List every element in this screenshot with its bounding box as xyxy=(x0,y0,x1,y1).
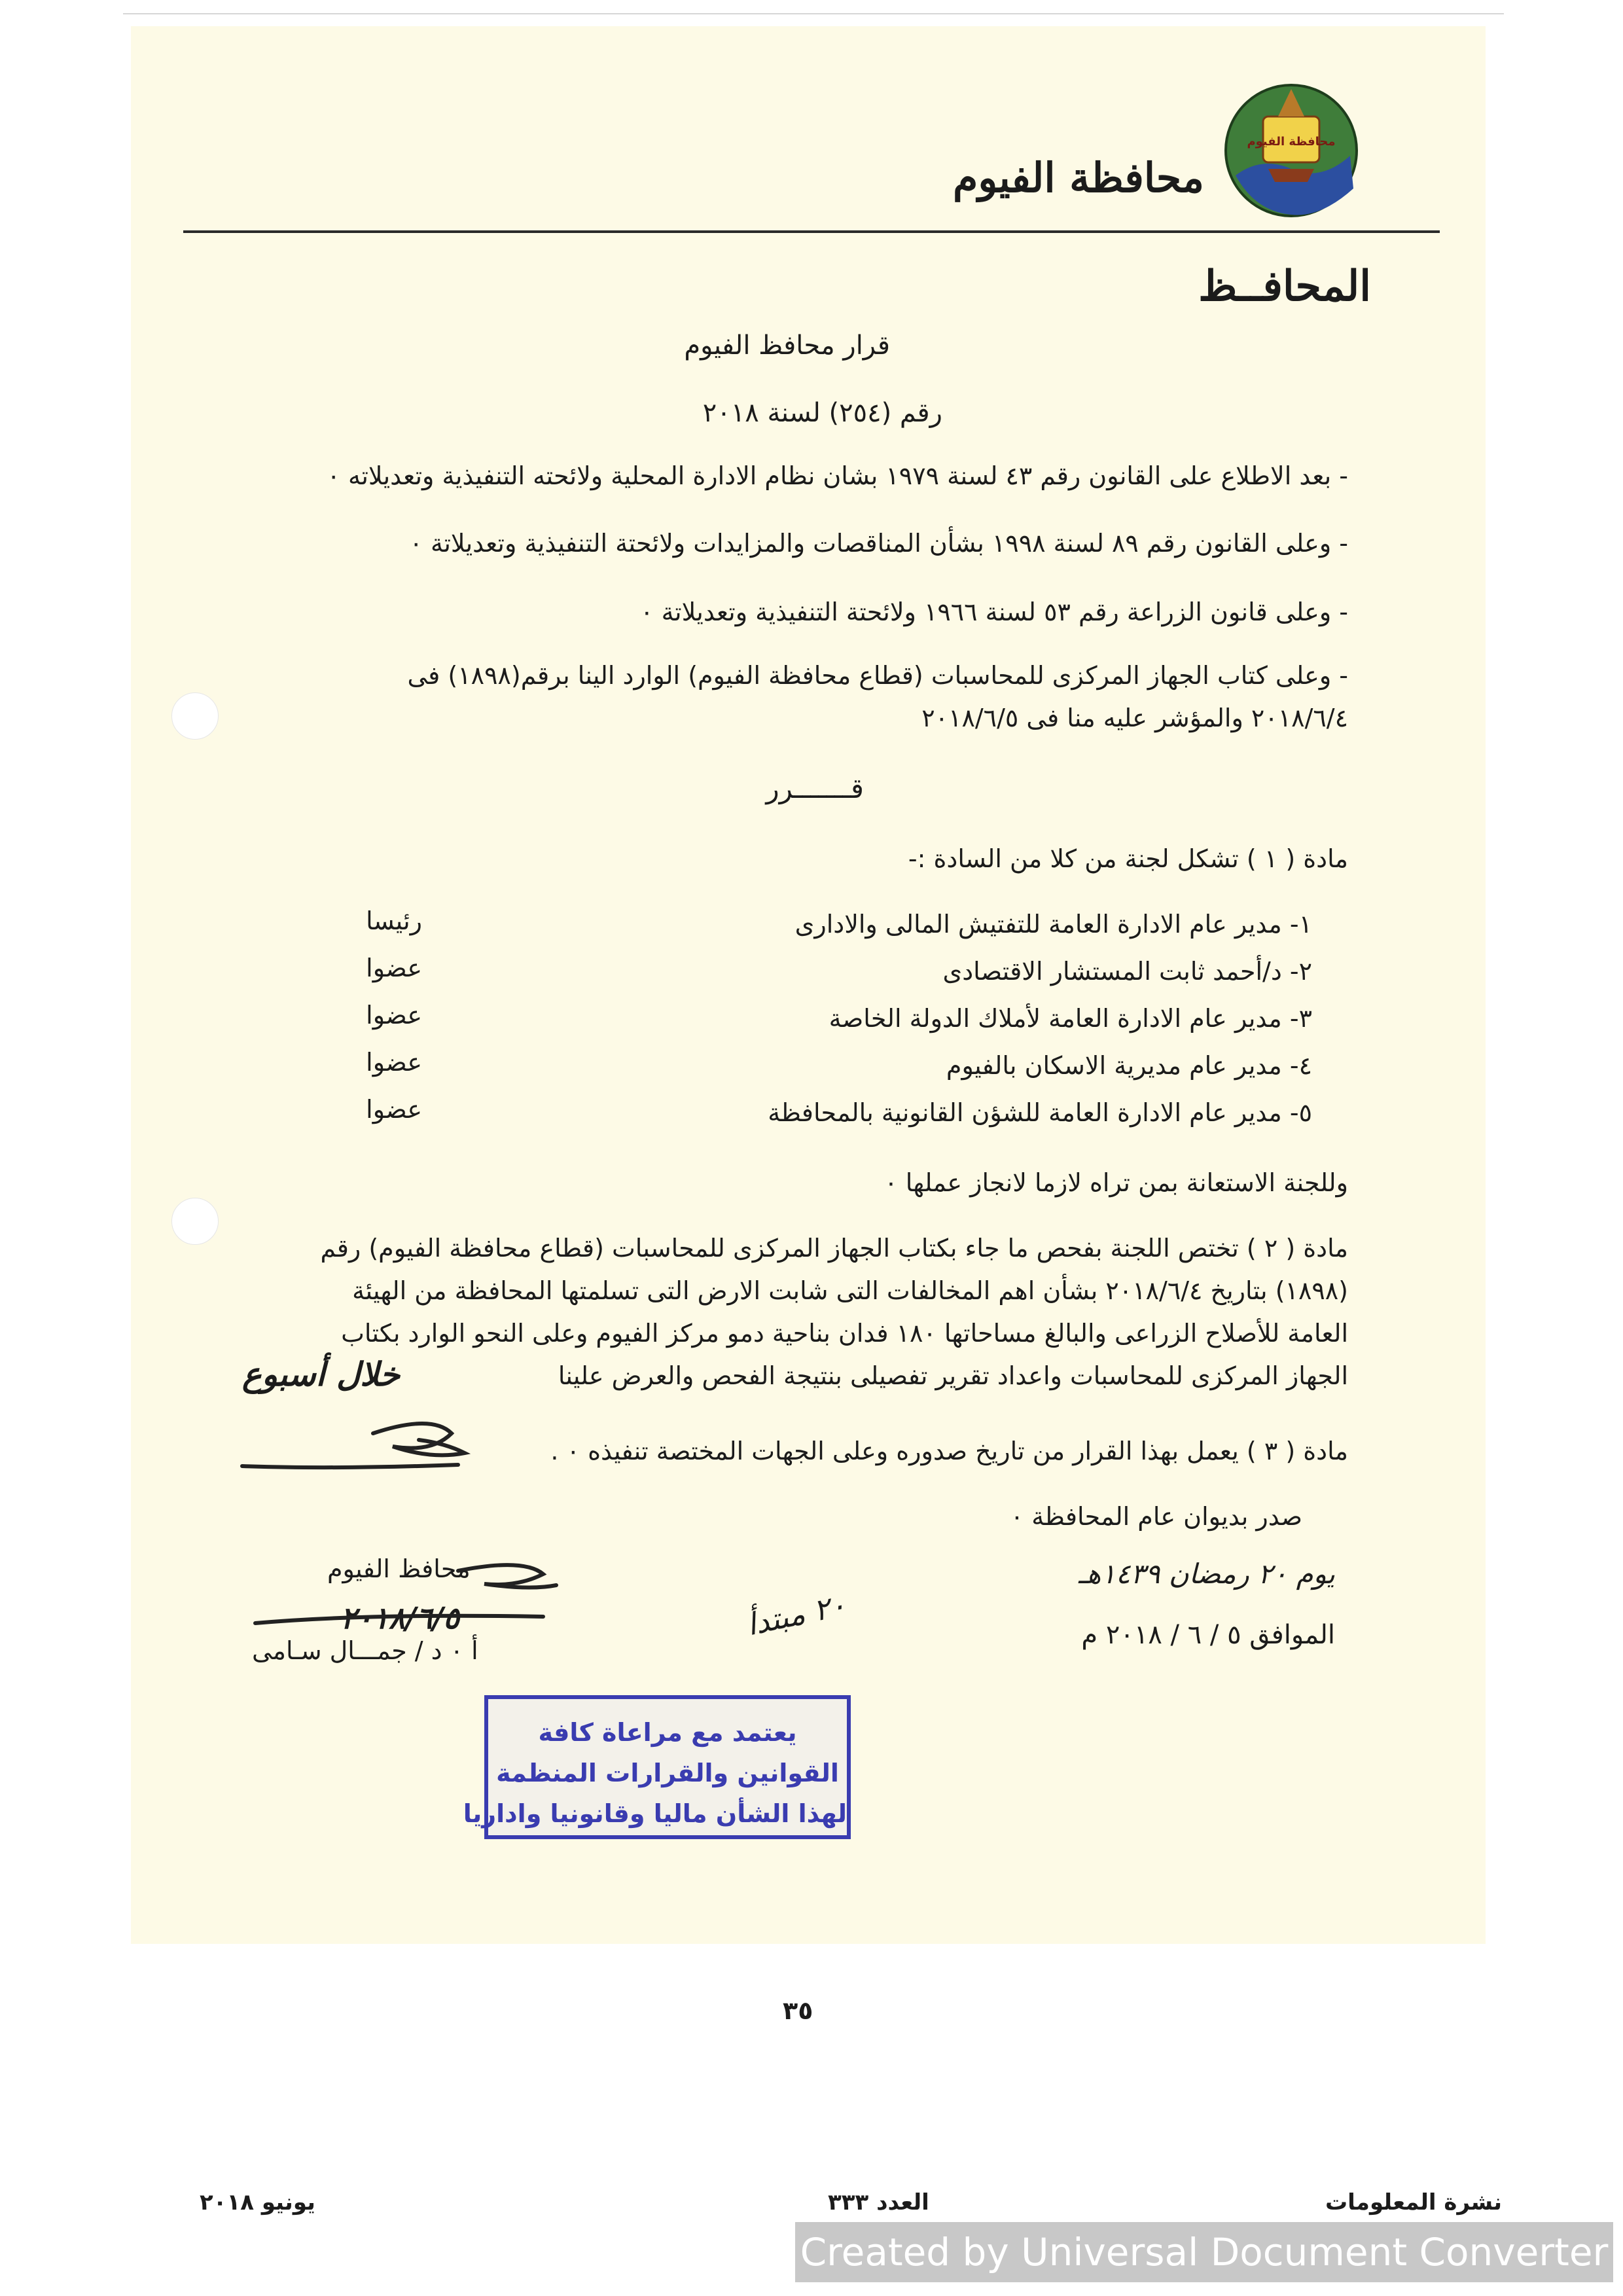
preamble-line: - بعد الاطلاع على القانون رقم ٤٣ لسنة ١٩٧٩ بشان نظام الادارة المحلية ولائحته التنفيذية وتعديلاته ٠ xyxy=(327,461,1348,490)
stamp-line: يعتمد مع مراعاة كافة xyxy=(538,1718,797,1747)
article-2-line: الجهاز المركزى للمحاسبات واعداد تقرير تفصيلى بنتيجة الفحص والعرض علينا xyxy=(558,1361,1348,1390)
member-name: ٣- مدير عام الادارة العامة لأملاك الدولة الخاصة xyxy=(829,1004,1312,1033)
top-rule xyxy=(123,13,1504,14)
governor-signature xyxy=(236,1551,576,1636)
member-role: عضوا xyxy=(366,1001,422,1030)
governorate-name: محافظة الفيوم xyxy=(952,154,1204,202)
handwritten-deadline: خلال أسبوع xyxy=(242,1355,401,1393)
approval-stamp xyxy=(463,1695,851,1839)
article-1-intro: مادة ( ١ ) تشكل لجنة من كلا من السادة :- xyxy=(908,844,1348,873)
article-2-line: (١٨٩٨) بتاريخ ٢٠١٨/٦/٤ بشأن اهم المخالفات التى شابت الارض التى تسلمتها المحافظة من الهيئة xyxy=(352,1276,1348,1305)
preamble-line: - وعلى القانون رقم ٨٩ لسنة ١٩٩٨ بشأن المناقصات والمزايدات ولائحتة التنفيذية وتعديلاتة ٠ xyxy=(409,529,1348,558)
member-name: ٢- د/أحمد ثابت المستشار الاقتصادى xyxy=(942,957,1312,986)
logo-text: محافظة الفيوم xyxy=(1247,135,1336,149)
committee-note: وللجنة الاستعانة بمن تراه لازما لانجاز عملها ٠ xyxy=(884,1168,1348,1197)
member-role: عضوا xyxy=(366,1048,422,1077)
hijri-date: يوم ٢٠ رمضان ١٤٣٩هـ xyxy=(1078,1558,1335,1590)
signatory-name: أ ٠ د / جمـــال سـامى xyxy=(252,1636,478,1665)
header-divider xyxy=(183,230,1440,233)
converter-watermark: Created by Universal Document Converter xyxy=(795,2222,1613,2282)
handwritten-initials: ٢٠ مبتدأ xyxy=(743,1587,849,1643)
decides-heading: قـــــــرر xyxy=(766,772,864,804)
punch-hole xyxy=(171,692,219,740)
article-2-line: العامة للأصلاح الزراعى والبالغ مساحاتها ١٨٠ فدان بناحية دمو مركز الفيوم وعلى النحو الوارد بكتاب xyxy=(341,1319,1348,1348)
footer-date: يونيو ٢٠١٨ xyxy=(200,2189,315,2215)
footer-issue: العدد ٣٣٣ xyxy=(828,2189,929,2215)
member-name: ٥- مدير عام الادارة العامة للشؤن القانونية بالمحافظة xyxy=(768,1098,1312,1127)
punch-hole xyxy=(171,1198,219,1245)
decree-title: قرار محافظ الفيوم xyxy=(684,331,890,361)
article-3: مادة ( ٣ ) يعمل بهذا القرار من تاريخ صدوره وعلى الجهات المختصة تنفيذه ٠ . xyxy=(550,1437,1348,1465)
margin-signature xyxy=(236,1407,497,1479)
preamble-line: - وعلى قانون الزراعة رقم ٥٣ لسنة ١٩٦٦ ولائحتة التنفيذية وتعديلاتة ٠ xyxy=(640,598,1348,626)
preamble-line: - وعلى كتاب الجهاز المركزى للمحاسبات (قطاع محافظة الفيوم) الوارد الينا برقم(١٨٩٨) فى xyxy=(407,661,1348,690)
stamp-line: لهذا الشأن ماليا وقانونيا واداريا xyxy=(463,1799,847,1828)
issued-at: صدر بديوان عام المحافظة ٠ xyxy=(1010,1502,1302,1531)
office-title: المحافــظ xyxy=(1198,262,1371,311)
stamp-line: القوانين والقرارات المنظمة xyxy=(496,1759,839,1787)
signatory-title: محافظ الفيوم xyxy=(327,1554,471,1583)
footer-publication: نشرة المعلومات xyxy=(1325,2189,1502,2215)
article-2-line: مادة ( ٢ ) تختص اللجنة بفحص ما جاء بكتاب الجهاز المركزى للمحاسبات (قطاع محافظة الفيوم) رقم xyxy=(320,1234,1348,1263)
member-role: عضوا xyxy=(366,954,422,982)
preamble-line: ٢٠١٨/٦/٤ والمؤشر عليه منا فى ٢٠١٨/٦/٥ xyxy=(921,704,1348,732)
member-name: ٤- مدير عام مديرية الاسكان بالفيوم xyxy=(946,1051,1312,1080)
member-name: ١- مدير عام الادارة العامة للتفتيش المالى والادارى xyxy=(794,910,1312,939)
member-role: عضوا xyxy=(366,1095,422,1124)
page-number: ٣٥ xyxy=(783,1996,813,2025)
governorate-logo xyxy=(1222,77,1360,234)
decree-number: رقم (٢٥٤) لسنة ٢٠١٨ xyxy=(702,398,942,428)
member-role: رئيسا xyxy=(366,906,422,935)
signature-date: ٢٠١٨/٦/٥ xyxy=(340,1600,459,1636)
gregorian-date: الموافق ٥ / ٦ / ٢٠١٨ م xyxy=(1081,1620,1335,1650)
